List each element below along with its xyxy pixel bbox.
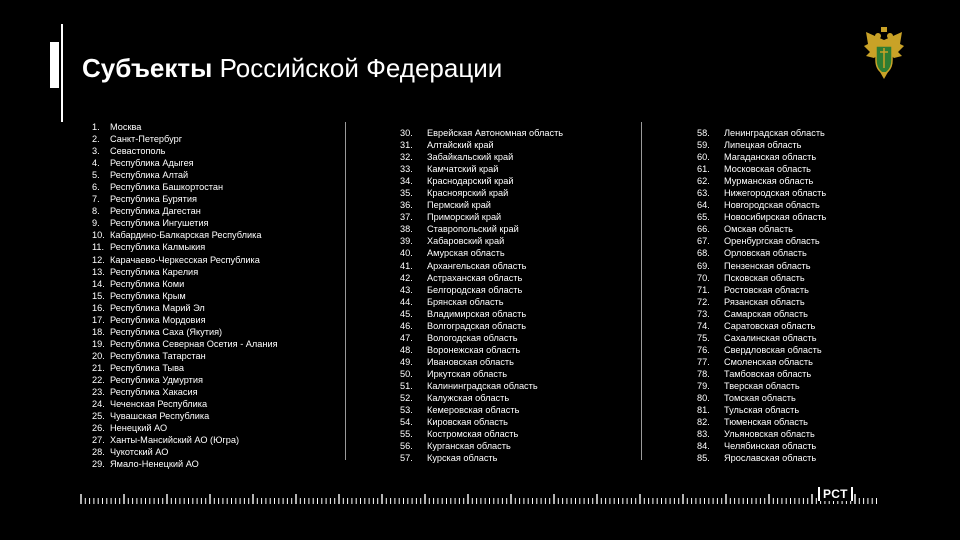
region-number: 79. <box>697 380 710 391</box>
region-name: Новгородская область <box>724 200 820 211</box>
region-name: Республика Коми <box>110 278 185 289</box>
region-list-item <box>92 446 278 458</box>
region-list-item <box>400 187 563 199</box>
region-number: 53. <box>400 405 413 416</box>
region-number: 26. <box>92 423 105 434</box>
region-name: Кировская область <box>427 417 508 428</box>
logo-rst: РСТ <box>818 487 853 501</box>
column-divider <box>641 122 642 460</box>
region-name: Саратовская область <box>724 320 816 331</box>
region-name: Республика Калмыкия <box>110 242 206 253</box>
region-list-item <box>697 368 826 380</box>
region-list-item <box>697 440 826 452</box>
region-list-item <box>697 235 826 247</box>
region-number: 10. <box>92 230 105 241</box>
region-number: 42. <box>400 272 413 283</box>
region-name: Алтайский край <box>427 140 494 151</box>
region-name: Калужская область <box>427 393 510 404</box>
region-name: Республика Тыва <box>110 362 185 373</box>
region-name: Приморский край <box>427 212 502 223</box>
region-name: Республика Удмуртия <box>110 374 203 385</box>
region-list-item <box>697 163 826 175</box>
region-number: 35. <box>400 188 413 199</box>
region-number: 13. <box>92 266 105 277</box>
region-list-item <box>697 284 826 296</box>
region-name: Республика Саха (Якутия) <box>110 326 223 337</box>
region-number: 85. <box>697 453 710 464</box>
region-name: Оренбургская область <box>724 236 820 247</box>
region-list-item <box>92 278 278 290</box>
region-name: Тульская область <box>724 405 800 416</box>
region-name: Тюменская область <box>724 417 808 428</box>
region-list-item <box>697 175 826 187</box>
region-list-item <box>92 266 278 278</box>
coat-of-arms-icon <box>862 26 906 80</box>
region-list-item <box>92 193 278 205</box>
region-list-item <box>92 458 278 470</box>
region-number: 66. <box>697 224 710 235</box>
region-number: 30. <box>400 128 413 138</box>
region-name: Псковская область <box>724 272 805 283</box>
footer-ruler <box>80 494 882 504</box>
region-number: 75. <box>697 332 710 343</box>
region-list-item <box>400 296 563 308</box>
region-number: 58. <box>697 128 710 138</box>
region-list-item <box>400 440 563 452</box>
region-number: 25. <box>92 411 105 422</box>
region-list-item <box>92 169 278 181</box>
region-name: Чеченская Республика <box>110 399 208 410</box>
region-list-item <box>92 145 278 157</box>
page-title-bold: Субъекты <box>82 53 213 83</box>
region-number: 1. <box>92 122 100 132</box>
region-number: 68. <box>697 248 710 259</box>
region-number: 3. <box>92 146 100 157</box>
region-number: 11. <box>92 242 105 253</box>
region-list-item <box>697 344 826 356</box>
region-name: Томская область <box>724 393 796 404</box>
column-divider <box>345 122 346 460</box>
region-list-item <box>400 428 563 440</box>
regions-column-1 <box>92 121 278 470</box>
region-list-item <box>697 211 826 223</box>
region-name: Ростовская область <box>724 284 809 295</box>
region-list-item <box>92 410 278 422</box>
region-list-item <box>400 163 563 175</box>
region-number: 8. <box>92 206 100 217</box>
region-name: Тверская область <box>724 380 800 391</box>
page-title-rest: Российской Федерации <box>219 53 503 83</box>
region-list-item <box>92 229 278 241</box>
region-name: Брянская область <box>427 296 504 307</box>
region-list-item <box>92 241 278 253</box>
region-name: Астраханская область <box>427 272 523 283</box>
region-name: Красноярский край <box>427 188 509 199</box>
region-name: Сахалинская область <box>724 332 817 343</box>
region-number: 21. <box>92 362 105 373</box>
region-name: Вологодская область <box>427 332 518 343</box>
region-number: 12. <box>92 254 105 265</box>
region-number: 34. <box>400 176 413 187</box>
region-name: Владимирская область <box>427 308 527 319</box>
region-name: Севастополь <box>110 146 166 157</box>
region-name: Пензенская область <box>724 260 811 271</box>
region-number: 32. <box>400 152 413 163</box>
region-number: 31. <box>400 140 413 151</box>
region-list-item <box>697 199 826 211</box>
region-number: 23. <box>92 387 105 398</box>
region-number: 4. <box>92 158 100 169</box>
region-number: 55. <box>400 429 413 440</box>
region-name: Костромская область <box>427 429 519 440</box>
region-number: 65. <box>697 212 710 223</box>
region-list-item <box>400 223 563 235</box>
region-number: 24. <box>92 399 105 410</box>
region-name: Ленинградская область <box>724 128 825 138</box>
region-number: 45. <box>400 308 413 319</box>
region-number: 62. <box>697 176 710 187</box>
region-list-item <box>400 211 563 223</box>
region-list-item <box>697 223 826 235</box>
region-name: Республика Бурятия <box>110 194 197 205</box>
region-list-item <box>400 416 563 428</box>
region-number: 71. <box>697 284 710 295</box>
region-name: Ивановская область <box>427 356 514 367</box>
region-list-item <box>92 254 278 266</box>
region-name: Еврейская Автономная область <box>427 128 564 138</box>
region-list-item <box>697 332 826 344</box>
region-number: 36. <box>400 200 413 211</box>
region-name: Москва <box>110 122 142 132</box>
region-name: Свердловская область <box>724 344 822 355</box>
region-name: Воронежская область <box>427 344 521 355</box>
region-name: Республика Башкортостан <box>110 182 224 193</box>
region-name: Челябинская область <box>724 441 817 452</box>
region-list-item <box>92 326 278 338</box>
region-list-item <box>92 362 278 374</box>
region-list-item <box>400 247 563 259</box>
region-list-item <box>400 139 563 151</box>
region-number: 16. <box>92 302 105 313</box>
region-name: Республика Мордовия <box>110 314 206 325</box>
region-name: Ставропольский край <box>427 224 519 235</box>
region-number: 27. <box>92 435 105 446</box>
region-number: 5. <box>92 170 100 181</box>
region-list-item <box>400 332 563 344</box>
region-name: Краснодарский край <box>427 176 514 187</box>
region-name: Республика Северная Осетия - Алания <box>110 338 278 349</box>
region-list-item <box>697 380 826 392</box>
region-list-item <box>697 392 826 404</box>
region-name: Курская область <box>427 453 498 464</box>
region-number: 74. <box>697 320 710 331</box>
region-name: Московская область <box>724 164 811 175</box>
region-name: Республика Алтай <box>110 170 189 181</box>
region-number: 43. <box>400 284 413 295</box>
region-name: Омская область <box>724 224 793 235</box>
region-list-item <box>400 380 563 392</box>
region-number: 6. <box>92 182 100 193</box>
region-number: 38. <box>400 224 413 235</box>
region-list-item <box>400 260 563 272</box>
region-number: 61. <box>697 164 710 175</box>
region-number: 56. <box>400 441 413 452</box>
region-number: 17. <box>92 314 105 325</box>
region-number: 46. <box>400 320 413 331</box>
region-name: Санкт-Петербург <box>110 134 183 145</box>
region-list-item <box>697 428 826 440</box>
region-number: 39. <box>400 236 413 247</box>
region-number: 40. <box>400 248 413 259</box>
region-list-item <box>697 404 826 416</box>
region-list-item <box>92 434 278 446</box>
region-number: 80. <box>697 393 710 404</box>
region-name: Ярославская область <box>724 453 817 464</box>
region-list-item <box>92 121 278 133</box>
region-list-item <box>697 452 826 464</box>
region-number: 29. <box>92 459 105 470</box>
region-name: Смоленская область <box>724 356 813 367</box>
region-number: 51. <box>400 380 413 391</box>
region-name: Забайкальский край <box>427 152 514 163</box>
region-list-item <box>400 235 563 247</box>
region-list-item <box>92 350 278 362</box>
region-number: 54. <box>400 417 413 428</box>
region-number: 73. <box>697 308 710 319</box>
region-name: Республика Татарстан <box>110 350 206 361</box>
region-name: Ямало-Ненецкий АО <box>110 459 199 470</box>
region-number: 52. <box>400 393 413 404</box>
region-list-item <box>400 127 563 139</box>
region-name: Ульяновская область <box>724 429 815 440</box>
region-list-item <box>697 127 826 139</box>
region-list-item <box>400 199 563 211</box>
region-number: 70. <box>697 272 710 283</box>
region-name: Ненецкий АО <box>110 423 168 434</box>
region-name: Ханты-Мансийский АО (Югра) <box>110 435 240 446</box>
region-name: Мурманская область <box>724 176 814 187</box>
region-list-item <box>697 247 826 259</box>
region-number: 15. <box>92 290 105 301</box>
region-list-item <box>400 151 563 163</box>
region-list-item <box>697 416 826 428</box>
region-number: 7. <box>92 194 100 205</box>
region-name: Карачаево-Черкесская Республика <box>110 254 260 265</box>
region-list-item <box>400 404 563 416</box>
region-name: Нижегородская область <box>724 188 827 199</box>
region-name: Республика Дагестан <box>110 206 201 217</box>
region-number: 22. <box>92 374 105 385</box>
region-number: 84. <box>697 441 710 452</box>
region-list-item <box>697 260 826 272</box>
region-number: 60. <box>697 152 710 163</box>
region-list-item <box>697 151 826 163</box>
region-name: Тамбовская область <box>724 368 812 379</box>
region-list-item <box>697 139 826 151</box>
region-list-item <box>697 320 826 332</box>
region-name: Хабаровский край <box>427 236 505 247</box>
region-name: Республика Карелия <box>110 266 199 277</box>
accent-line <box>61 24 63 122</box>
region-number: 72. <box>697 296 710 307</box>
region-number: 49. <box>400 356 413 367</box>
region-list-item <box>92 157 278 169</box>
region-number: 20. <box>92 350 105 361</box>
region-name: Волгоградская область <box>427 320 527 331</box>
region-number: 77. <box>697 356 710 367</box>
region-list-item <box>400 344 563 356</box>
region-list-item <box>92 181 278 193</box>
region-name: Белгородская область <box>427 284 523 295</box>
region-name: Пермский край <box>427 200 491 211</box>
region-list-item <box>92 398 278 410</box>
region-name: Кемеровская область <box>427 405 520 416</box>
region-name: Чукотский АО <box>110 447 169 458</box>
region-name: Республика Адыгея <box>110 158 194 169</box>
region-number: 47. <box>400 332 413 343</box>
region-number: 2. <box>92 134 100 145</box>
region-number: 28. <box>92 447 105 458</box>
region-list-item <box>92 302 278 314</box>
region-list-item <box>92 386 278 398</box>
region-list-item <box>92 205 278 217</box>
region-list-item <box>400 368 563 380</box>
region-number: 67. <box>697 236 710 247</box>
region-list-item <box>92 314 278 326</box>
region-list-item <box>400 320 563 332</box>
region-name: Магаданская область <box>724 152 817 163</box>
region-list-item <box>400 356 563 368</box>
region-name: Кабардино-Балкарская Республика <box>110 230 262 241</box>
region-number: 33. <box>400 164 413 175</box>
region-number: 64. <box>697 200 710 211</box>
region-name: Чувашская Республика <box>110 411 210 422</box>
region-name: Амурская область <box>427 248 505 259</box>
region-list-item <box>400 308 563 320</box>
region-number: 57. <box>400 453 413 464</box>
region-list-item <box>92 133 278 145</box>
region-number: 69. <box>697 260 710 271</box>
region-number: 18. <box>92 326 105 337</box>
accent-bar <box>50 42 59 88</box>
region-number: 9. <box>92 218 100 229</box>
region-number: 44. <box>400 296 413 307</box>
region-number: 83. <box>697 429 710 440</box>
region-number: 14. <box>92 278 105 289</box>
region-list-item <box>697 187 826 199</box>
region-name: Республика Марий Эл <box>110 302 205 313</box>
region-number: 48. <box>400 344 413 355</box>
region-number: 78. <box>697 368 710 379</box>
region-name: Иркутская область <box>427 368 508 379</box>
region-list-item <box>400 284 563 296</box>
region-name: Рязанская область <box>724 296 805 307</box>
region-list-item <box>92 217 278 229</box>
region-name: Курганская область <box>427 441 511 452</box>
region-number: 37. <box>400 212 413 223</box>
region-number: 59. <box>697 140 710 151</box>
region-name: Республика Крым <box>110 290 186 301</box>
region-list-item <box>400 392 563 404</box>
region-number: 63. <box>697 188 710 199</box>
region-number: 81. <box>697 405 710 416</box>
region-list-item <box>400 452 563 464</box>
region-name: Республика Ингушетия <box>110 218 209 229</box>
page-title <box>82 52 502 84</box>
region-name: Калининградская область <box>427 380 538 391</box>
region-number: 50. <box>400 368 413 379</box>
region-list-item <box>92 290 278 302</box>
region-list-item <box>92 374 278 386</box>
region-list-item <box>92 422 278 434</box>
region-list-item <box>697 272 826 284</box>
region-list-item <box>697 356 826 368</box>
region-name: Новосибирская область <box>724 212 827 223</box>
region-number: 82. <box>697 417 710 428</box>
region-list-item <box>400 175 563 187</box>
region-name: Республика Хакасия <box>110 387 198 398</box>
region-name: Липецкая область <box>724 140 802 151</box>
region-list-item <box>400 272 563 284</box>
region-list-item <box>697 296 826 308</box>
region-name: Камчатский край <box>427 164 499 175</box>
region-number: 41. <box>400 260 413 271</box>
region-list-item <box>697 308 826 320</box>
region-number: 19. <box>92 338 105 349</box>
region-number: 76. <box>697 344 710 355</box>
region-name: Самарская область <box>724 308 808 319</box>
region-name: Архангельская область <box>427 260 527 271</box>
region-name: Орловская область <box>724 248 807 259</box>
regions-column-2 <box>400 127 563 464</box>
region-list-item <box>92 338 278 350</box>
regions-column-3 <box>697 127 826 464</box>
